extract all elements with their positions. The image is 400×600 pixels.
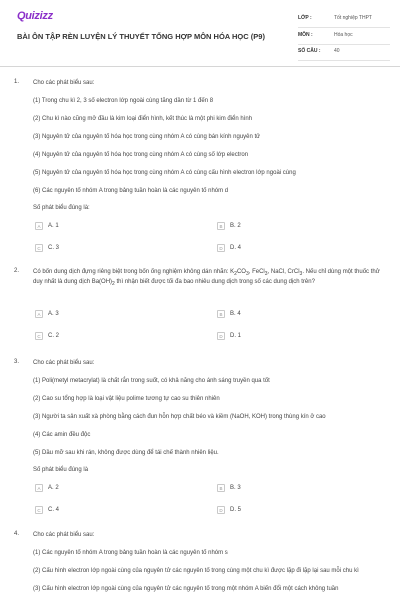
question-prompt: Số phát biểu đúng là xyxy=(33,467,89,473)
meta-value: 40 xyxy=(334,48,340,54)
option-letter: C xyxy=(35,244,43,252)
meta-value: Tốt nghiệp THPT xyxy=(334,15,372,21)
question-number: 2. xyxy=(14,268,20,274)
meta-row-class xyxy=(298,12,390,28)
statement: (3) Người ta sản xuất xà phòng bằng cách đun hỗn hợp chất béo và kiềm (NaOH, KOH) trong thùng kín ở cao xyxy=(33,414,326,420)
statement: (3) Nguyên tử của nguyên tố hóa học trong cùng nhóm A có cùng bán kính nguyên tử xyxy=(33,134,261,140)
option-label: B. 2 xyxy=(230,223,241,229)
option-letter: C xyxy=(35,506,43,514)
option-label: D. 1 xyxy=(230,333,242,339)
statement: (2) Cao su tổng hợp là loại vật liệu polime tương tự cao su thiên nhiên xyxy=(33,396,220,402)
option-letter: B xyxy=(217,222,225,230)
meta-row-question-count xyxy=(298,45,390,61)
option-letter: B xyxy=(217,310,225,318)
question-text: Cho các phát biểu sau: xyxy=(33,360,95,366)
question-text: Cho các phát biểu sau: xyxy=(33,532,95,538)
meta-row-subject xyxy=(298,29,390,45)
question-body xyxy=(33,531,389,593)
statement: (6) Các nguyên tố nhóm A trong bảng tuần hoàn là các nguyên tố nhóm d xyxy=(33,188,229,194)
option-label: D. 4 xyxy=(230,245,242,251)
option-label: C. 3 xyxy=(48,245,60,251)
option-label: D. 5 xyxy=(230,507,242,513)
question-text: Cho các phát biểu sau: xyxy=(33,80,95,86)
option-label: A. 1 xyxy=(48,223,59,229)
option-label: B. 4 xyxy=(230,311,241,317)
option-label: C. 2 xyxy=(48,333,60,339)
statement: (1) Trong chu kì 2, 3 số electron lớp ngoài cùng tăng dần từ 1 đến 8 xyxy=(33,98,214,104)
statement: (1) Poli(metyl metacrylat) là chất rắn trong suốt, có khả năng cho ánh sáng truyền qua tốt xyxy=(33,378,270,384)
option-c[interactable] xyxy=(35,332,59,340)
option-a[interactable] xyxy=(35,310,59,318)
option-a[interactable] xyxy=(35,484,59,492)
option-letter: D xyxy=(217,244,225,252)
statement: (4) Các amin đều độc xyxy=(33,432,91,438)
option-letter: D xyxy=(217,506,225,514)
option-b[interactable] xyxy=(217,484,241,492)
option-b[interactable] xyxy=(217,310,241,318)
option-letter: A xyxy=(35,484,43,492)
meta-label: LỚP : xyxy=(298,15,312,21)
option-c[interactable] xyxy=(35,244,59,252)
statement: (5) Nguyên tử của nguyên tố hóa học trong cùng nhóm A có cùng cấu hình electron lớp ngoài cùng xyxy=(33,170,296,176)
option-letter: D xyxy=(217,332,225,340)
question-body xyxy=(33,268,389,288)
statement: (1) Các nguyên tố nhóm A trong bảng tuần hoàn là các nguyên tố nhóm s xyxy=(33,550,228,556)
quizizz-logo: Quizizz xyxy=(17,10,53,22)
option-letter: B xyxy=(217,484,225,492)
question-prompt: Số phát biểu đúng là: xyxy=(33,205,90,211)
question-body xyxy=(33,359,389,473)
option-letter: C xyxy=(35,332,43,340)
option-d[interactable] xyxy=(217,506,241,514)
option-c[interactable] xyxy=(35,506,59,514)
option-label: B. 3 xyxy=(230,485,241,491)
statement: (4) Nguyên tử của nguyên tố hóa học trong cùng nhóm A có cùng số lớp electron xyxy=(33,152,249,158)
question-text: Có bốn dung dịch đựng riêng biệt trong bốn ống nghiệm không dán nhãn: $K_2CO_3$, FeCl$_3$, NaCl, CrCl$_3$. Nếu chỉ dùng một thuốc thử duy nhất là dung dịch $Ba(OH)_2$ thì nhận biết được tối đa bao nhiêu dung dịch trong số các dung dịch trên? xyxy=(33,269,380,288)
meta-label: MÔN : xyxy=(298,31,313,38)
statement: (3) Cấu hình electron lớp ngoài cùng của nguyên tử các nguyên tố trong một nhóm A biến đổi một cách không tuần xyxy=(33,586,339,592)
option-letter: A xyxy=(35,310,43,318)
question-number: 4. xyxy=(14,531,20,537)
worksheet-meta xyxy=(298,12,390,62)
option-label: C. 4 xyxy=(48,507,60,513)
header-divider xyxy=(0,66,400,67)
statement: (2) Cấu hình electron lớp ngoài cùng của nguyên tử các nguyên tố trong cùng một chu kì được lặp đi lặp lại sau mỗi chu kì xyxy=(33,568,359,574)
meta-value: Hóa học xyxy=(334,31,353,38)
option-label: A. 2 xyxy=(48,485,59,491)
option-label: A. 3 xyxy=(48,311,59,317)
question-body xyxy=(33,79,389,211)
option-b[interactable] xyxy=(217,222,241,230)
page-title: BÀI ÔN TẬP RÈN LUYỆN LÝ THUYẾT TỔNG HỢP MÔN HÓA HỌC (P9) xyxy=(17,32,265,41)
statement: (2) Chu kì nào cũng mở đầu là kim loại điển hình, kết thúc là một phi kim điển hình xyxy=(33,116,253,122)
option-d[interactable] xyxy=(217,332,241,340)
option-d[interactable] xyxy=(217,244,241,252)
question-number: 1. xyxy=(14,79,20,85)
statement: (5) Dầu mỡ sau khi rán, không được dùng để tái chế thành nhiên liệu. xyxy=(33,450,219,456)
meta-label: SỐ CÂU : xyxy=(298,48,321,54)
question-number: 3. xyxy=(14,359,20,365)
option-a[interactable] xyxy=(35,222,59,230)
option-letter: A xyxy=(35,222,43,230)
